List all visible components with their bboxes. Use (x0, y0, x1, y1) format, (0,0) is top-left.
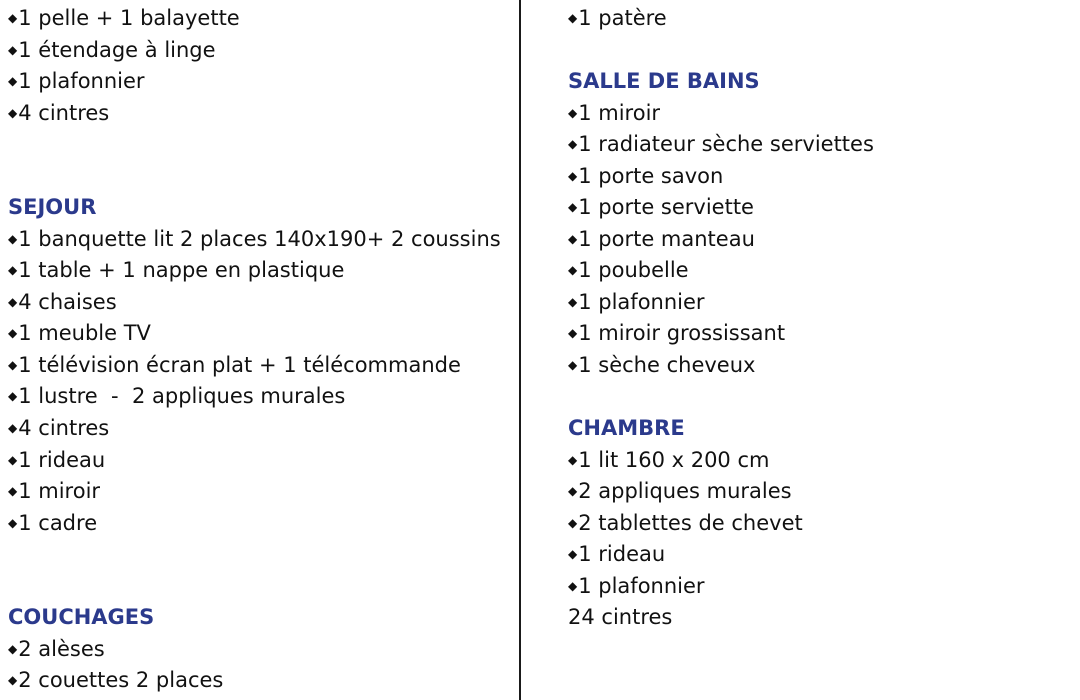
section-heading-sejour: SEJOUR (8, 195, 97, 219)
bullet-diamond-icon: ◆ (568, 358, 578, 372)
list-item: ◆1 étendage à linge (8, 35, 216, 65)
bullet-diamond-icon: ◆ (568, 484, 578, 498)
bullet-diamond-icon: ◆ (8, 484, 18, 498)
bullet-diamond-icon: ◆ (568, 106, 578, 120)
list-item: 24 cintres (568, 605, 673, 629)
bullet-diamond-icon: ◆ (568, 453, 578, 467)
bullet-diamond-icon: ◆ (568, 11, 578, 25)
list-item: ◆1 rideau (8, 445, 105, 475)
bullet-diamond-icon: ◆ (8, 11, 18, 25)
list-item: ◆1 plafonnier (568, 571, 705, 601)
bullet-diamond-icon: ◆ (568, 263, 578, 277)
section-heading-chambre: CHAMBRE (568, 416, 685, 440)
bullet-diamond-icon: ◆ (8, 232, 18, 246)
list-item: ◆1 lustre - 2 appliques murales (8, 381, 345, 411)
bullet-diamond-icon: ◆ (568, 579, 578, 593)
list-item: ◆1 lit 160 x 200 cm (568, 445, 769, 475)
bullet-diamond-icon: ◆ (8, 295, 18, 309)
bullet-diamond-icon: ◆ (568, 326, 578, 340)
list-item: ◆1 miroir (568, 98, 660, 128)
list-item: ◆1 meuble TV (8, 318, 151, 348)
bullet-diamond-icon: ◆ (8, 516, 18, 530)
list-item: ◆1 rideau (568, 539, 665, 569)
list-item: ◆2 appliques murales (568, 476, 792, 506)
bullet-diamond-icon: ◆ (8, 106, 18, 120)
list-item: ◆1 miroir (8, 476, 100, 506)
bullet-diamond-icon: ◆ (568, 200, 578, 214)
bullet-diamond-icon: ◆ (8, 421, 18, 435)
bullet-diamond-icon: ◆ (8, 263, 18, 277)
list-item: ◆1 sèche cheveux (568, 350, 755, 380)
list-item: ◆1 plafonnier (8, 66, 145, 96)
list-item: ◆1 radiateur sèche serviettes (568, 129, 874, 159)
list-item: ◆2 couettes 2 places (8, 665, 223, 695)
list-item: ◆2 alèses (8, 634, 105, 664)
column-divider (519, 0, 521, 700)
bullet-diamond-icon: ◆ (8, 326, 18, 340)
list-item: ◆1 poubelle (568, 255, 689, 285)
list-item: ◆1 cadre (8, 508, 97, 538)
list-item: ◆1 miroir grossissant (568, 318, 785, 348)
list-item: ◆4 chaises (8, 287, 117, 317)
bullet-diamond-icon: ◆ (8, 358, 18, 372)
bullet-diamond-icon: ◆ (8, 74, 18, 88)
list-item: ◆1 télévision écran plat + 1 télécommande (8, 350, 461, 380)
bullet-diamond-icon: ◆ (8, 389, 18, 403)
bullet-diamond-icon: ◆ (568, 547, 578, 561)
list-item: ◆4 cintres (8, 413, 109, 443)
bullet-diamond-icon: ◆ (568, 516, 578, 530)
list-item: ◆1 patère (568, 3, 667, 33)
section-heading-salle-de-bains: SALLE DE BAINS (568, 69, 760, 93)
bullet-diamond-icon: ◆ (568, 137, 578, 151)
section-heading-couchages: COUCHAGES (8, 605, 155, 629)
list-item: ◆1 banquette lit 2 places 140x190+ 2 coussins (8, 224, 501, 254)
list-item: ◆2 tablettes de chevet (568, 508, 803, 538)
list-item: ◆1 pelle + 1 balayette (8, 3, 240, 33)
list-item: ◆1 porte serviette (568, 192, 754, 222)
bullet-diamond-icon: ◆ (8, 642, 18, 656)
list-item: ◆4 cintres (8, 98, 109, 128)
list-item: ◆1 porte savon (568, 161, 723, 191)
list-item: ◆1 plafonnier (568, 287, 705, 317)
list-item: ◆1 porte manteau (568, 224, 755, 254)
bullet-diamond-icon: ◆ (8, 43, 18, 57)
bullet-diamond-icon: ◆ (568, 169, 578, 183)
bullet-diamond-icon: ◆ (8, 673, 18, 687)
list-item: ◆1 table + 1 nappe en plastique (8, 255, 344, 285)
bullet-diamond-icon: ◆ (568, 232, 578, 246)
bullet-diamond-icon: ◆ (8, 453, 18, 467)
bullet-diamond-icon: ◆ (568, 295, 578, 309)
